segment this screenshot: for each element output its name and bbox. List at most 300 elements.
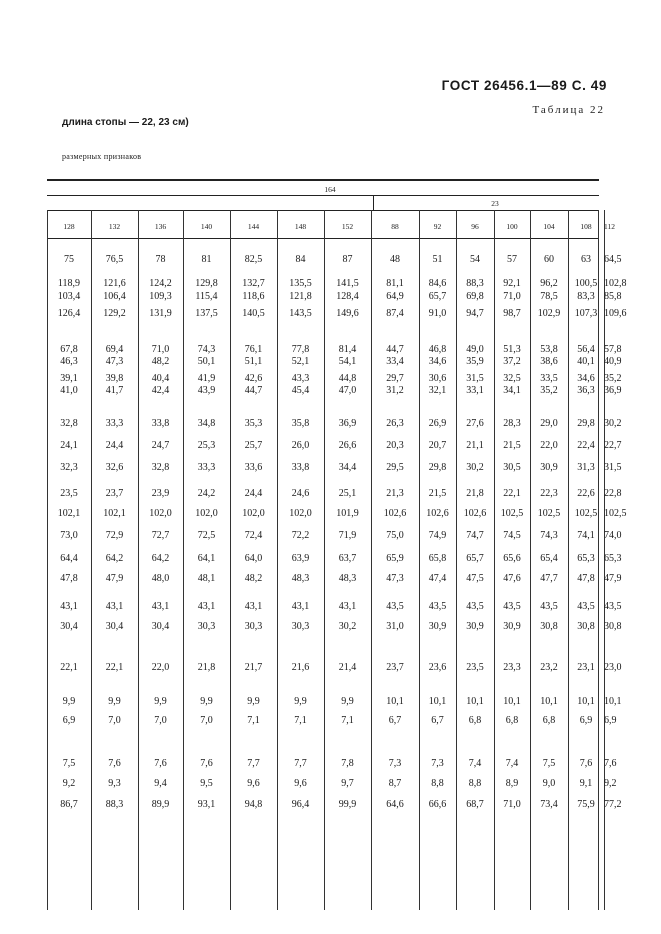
table-cell: 21,4 <box>338 662 357 673</box>
table-cell: 35,3 <box>244 418 263 429</box>
table-cell: 23,2 <box>540 662 558 673</box>
table-cell: 33,3 <box>105 418 124 429</box>
table-cell: 30,9 <box>466 621 484 632</box>
table-cell: 126,4 <box>57 308 81 319</box>
table-cell: 33,8 <box>151 418 170 429</box>
table-cell: 35,2 <box>540 385 558 396</box>
table-cell: 29,5 <box>386 462 404 473</box>
table-cell: 29,8 <box>577 418 595 429</box>
table-cell: 96,4 <box>291 799 310 810</box>
table-cell: 22,8 <box>604 488 622 499</box>
column-header: 132 <box>108 222 121 231</box>
table-cell: 74,3 <box>540 530 558 541</box>
table-cell: 60 <box>544 254 554 265</box>
table-cell: 21,1 <box>466 440 484 451</box>
table-cell: 135,5 <box>289 278 312 289</box>
table-cell: 64,2 <box>151 553 170 564</box>
table-cell: 23,1 <box>577 662 595 673</box>
table-cell: 30,8 <box>577 621 595 632</box>
table-cell: 41,0 <box>60 385 78 396</box>
table-cell: 64,2 <box>105 553 124 564</box>
table-cell: 69,8 <box>466 291 484 302</box>
column-header: 104 <box>543 222 555 231</box>
table-cell: 9,9 <box>247 696 260 707</box>
table-cell: 7,7 <box>247 758 260 769</box>
table-cell: 72,7 <box>151 530 170 541</box>
table-cell: 22,0 <box>540 440 558 451</box>
table-cell: 25,3 <box>197 440 216 451</box>
table-cell: 7,4 <box>505 758 519 769</box>
table-cell: 74,5 <box>503 530 521 541</box>
table-cell: 47,9 <box>604 573 622 584</box>
table-cell: 48 <box>390 254 400 265</box>
table-cell: 20,3 <box>386 440 404 451</box>
table-cell: 94,8 <box>244 799 263 810</box>
table-cell: 43,1 <box>60 601 78 612</box>
table-cell: 102,0 <box>195 508 218 519</box>
table-cell: 52,1 <box>291 356 310 367</box>
table-cell: 10,1 <box>604 696 622 707</box>
table-cell: 47,7 <box>540 573 558 584</box>
table-cell: 65,3 <box>604 553 622 564</box>
table-cell: 109,6 <box>604 308 627 319</box>
table-cell: 22,6 <box>577 488 595 499</box>
column-header: 108 <box>580 222 592 231</box>
table-cell: 9,4 <box>154 778 167 789</box>
table-row <box>47 356 622 370</box>
column-header: 88 <box>391 222 399 231</box>
table-cell: 10,1 <box>503 696 521 707</box>
table-cell: 43,9 <box>197 385 216 396</box>
table-cell: 102,1 <box>57 508 81 519</box>
table-cell: 7,3 <box>431 758 444 769</box>
table-cell: 48,1 <box>197 573 216 584</box>
table-cell: 7,3 <box>388 758 402 769</box>
table-row <box>47 385 622 399</box>
table-cell: 81,1 <box>386 278 404 289</box>
table-cell: 9,2 <box>604 778 617 789</box>
table-cell: 21,5 <box>503 440 521 451</box>
table-cell: 24,6 <box>291 488 310 499</box>
table-cell: 43,5 <box>466 601 484 612</box>
table-row <box>47 573 622 587</box>
column-header: 144 <box>247 222 260 231</box>
table-cell: 71,0 <box>151 344 170 355</box>
table-cell: 64,9 <box>386 291 404 302</box>
table-cell: 94,7 <box>466 308 484 319</box>
table-cell: 23,5 <box>60 488 78 499</box>
table-cell: 30,2 <box>604 418 622 429</box>
table-cell: 98,7 <box>503 308 521 319</box>
table-cell: 7,1 <box>341 715 354 726</box>
table-cell: 53,8 <box>540 344 558 355</box>
table-cell: 100,5 <box>574 278 598 289</box>
table-cell: 30,8 <box>604 621 622 632</box>
table-cell: 65,4 <box>540 553 558 564</box>
table-cell: 109,3 <box>149 291 172 302</box>
table-cell: 31,5 <box>466 373 484 384</box>
table-cell: 37,2 <box>503 356 521 367</box>
table-cell: 102,0 <box>289 508 312 519</box>
table-cell: 47,8 <box>60 573 78 584</box>
table-row <box>47 254 622 268</box>
table-cell: 88,3 <box>105 799 124 810</box>
table-cell: 31,0 <box>386 621 404 632</box>
table-row <box>47 308 627 322</box>
table-cell: 46,8 <box>428 344 447 355</box>
table-cell: 24,7 <box>151 440 170 451</box>
table-cell: 40,4 <box>151 373 170 384</box>
table-row <box>47 291 622 305</box>
table-cell: 102,6 <box>426 508 449 519</box>
table-cell: 51,3 <box>503 344 521 355</box>
table-cell: 51,1 <box>244 356 263 367</box>
table-cell: 85,8 <box>604 291 622 302</box>
table-cell: 46,3 <box>60 356 78 367</box>
table-row <box>47 462 622 476</box>
table-cell: 7,0 <box>154 715 167 726</box>
table-cell: 34,4 <box>338 462 357 473</box>
table-cell: 43,3 <box>291 373 310 384</box>
table-cell: 56,4 <box>577 344 595 355</box>
table-row <box>47 530 622 544</box>
table-cell: 88,3 <box>466 278 484 289</box>
table-cell: 47,4 <box>428 573 447 584</box>
table-cell: 24,2 <box>197 488 216 499</box>
table-cell: 21,8 <box>466 488 484 499</box>
table-cell: 9,7 <box>341 778 354 789</box>
data-table <box>47 210 627 910</box>
table-cell: 45,4 <box>291 385 310 396</box>
table-cell: 72,9 <box>105 530 124 541</box>
table-cell: 6,8 <box>505 715 519 726</box>
table-cell: 10,1 <box>466 696 484 707</box>
table-cell: 43,5 <box>604 601 622 612</box>
table-cell: 7,6 <box>604 758 617 769</box>
group-label-foot: 23 <box>491 199 499 208</box>
table-cell: 26,3 <box>386 418 404 429</box>
table-cell: 42,4 <box>151 385 170 396</box>
table-cell: 21,5 <box>428 488 447 499</box>
table-row <box>47 715 617 729</box>
table-cell: 35,9 <box>466 356 484 367</box>
table-cell: 25,1 <box>338 488 357 499</box>
table-cell: 72,5 <box>197 530 216 541</box>
table-cell: 23,9 <box>151 488 170 499</box>
table-cell: 87,4 <box>386 308 404 319</box>
table-cell: 74,3 <box>197 344 216 355</box>
table-cell: 92,1 <box>503 278 521 289</box>
table-cell: 8,8 <box>431 778 444 789</box>
table-cell: 47,0 <box>338 385 357 396</box>
table-caption: размерных признаков <box>62 152 142 161</box>
table-cell: 32,1 <box>428 385 447 396</box>
table-cell: 7,0 <box>108 715 121 726</box>
table-cell: 6,8 <box>542 715 556 726</box>
table-cell: 9,9 <box>200 696 213 707</box>
table-cell: 30,3 <box>244 621 263 632</box>
table-cell: 10,1 <box>577 696 595 707</box>
table-cell: 22,4 <box>577 440 595 451</box>
table-cell: 75 <box>64 254 74 265</box>
table-cell: 82,5 <box>244 254 263 265</box>
table-cell: 32,8 <box>60 418 78 429</box>
table-cell: 102,9 <box>537 308 561 319</box>
table-cell: 76,1 <box>244 344 263 355</box>
table-cell: 7,6 <box>108 758 121 769</box>
table-cell: 118,6 <box>242 291 265 302</box>
table-cell: 9,3 <box>108 778 121 789</box>
table-cell: 43,1 <box>338 601 357 612</box>
table-cell: 6,9 <box>579 715 593 726</box>
table-cell: 7,5 <box>62 758 76 769</box>
table-cell: 23,3 <box>503 662 521 673</box>
column-header: 112 <box>604 222 615 231</box>
table-row <box>47 601 622 615</box>
table-row <box>47 488 622 502</box>
table-cell: 69,4 <box>105 344 124 355</box>
table-cell: 102,6 <box>463 508 487 519</box>
table-cell: 47,3 <box>105 356 124 367</box>
table-cell: 132,7 <box>242 278 265 289</box>
table-cell: 129,2 <box>103 308 126 319</box>
table-cell: 96,2 <box>540 278 558 289</box>
table-cell: 23,0 <box>604 662 622 673</box>
table-cell: 99,9 <box>338 799 357 810</box>
table-cell: 30,3 <box>291 621 310 632</box>
table-cell: 21,6 <box>291 662 310 673</box>
table-cell: 30,4 <box>105 621 124 632</box>
table-cell: 26,6 <box>338 440 357 451</box>
table-cell: 33,4 <box>386 356 404 367</box>
table-cell: 23,7 <box>386 662 404 673</box>
table-cell: 47,6 <box>503 573 521 584</box>
table-cell: 6,8 <box>468 715 482 726</box>
table-cell: 65,7 <box>428 291 447 302</box>
table-row <box>47 418 622 432</box>
table-cell: 102,5 <box>574 508 598 519</box>
table-row <box>47 621 622 635</box>
table-cell: 87 <box>342 254 353 265</box>
table-cell: 38,6 <box>540 356 558 367</box>
table-cell: 32,8 <box>151 462 170 473</box>
table-cell: 30,2 <box>466 462 484 473</box>
table-cell: 10,1 <box>386 696 404 707</box>
table-cell: 65,3 <box>577 553 595 564</box>
table-cell: 43,1 <box>197 601 216 612</box>
table-cell: 22,1 <box>60 662 78 673</box>
table-cell: 86,7 <box>60 799 78 810</box>
table-cell: 74,7 <box>466 530 484 541</box>
table-cell: 67,8 <box>60 344 78 355</box>
table-cell: 9,1 <box>579 778 593 789</box>
table-cell: 48,3 <box>291 573 310 584</box>
table-cell: 30,4 <box>60 621 78 632</box>
table-cell: 47,5 <box>466 573 484 584</box>
table-cell: 43,5 <box>386 601 404 612</box>
table-cell: 7,1 <box>294 715 307 726</box>
table-cell: 40,1 <box>577 356 595 367</box>
table-cell: 102,5 <box>604 508 627 519</box>
table-cell: 6,9 <box>604 715 617 726</box>
table-cell: 54 <box>470 254 480 265</box>
table-cell: 76,5 <box>105 254 124 265</box>
table-cell: 30,6 <box>428 373 447 384</box>
table-cell: 34,1 <box>503 385 521 396</box>
table-subtitle: длина стопы — 22, 23 см) <box>62 117 189 128</box>
table-cell: 9,0 <box>542 778 556 789</box>
table-cell: 9,9 <box>341 696 354 707</box>
table-cell: 73,0 <box>60 530 78 541</box>
table-top-rule <box>47 179 599 181</box>
table-cell: 65,8 <box>428 553 447 564</box>
table-cell: 102,5 <box>537 508 561 519</box>
table-cell: 7,5 <box>542 758 556 769</box>
table-cell: 57,8 <box>604 344 622 355</box>
table-cell: 21,7 <box>244 662 263 673</box>
table-cell: 7,1 <box>247 715 260 726</box>
table-cell: 41,7 <box>105 385 124 396</box>
table-cell: 31,5 <box>604 462 622 473</box>
table-cell: 65,9 <box>386 553 404 564</box>
table-cell: 36,9 <box>604 385 622 396</box>
table-cell: 54,1 <box>338 356 357 367</box>
table-cell: 7,4 <box>468 758 482 769</box>
table-cell: 140,5 <box>242 308 265 319</box>
table-cell: 23,7 <box>105 488 124 499</box>
table-cell: 102,0 <box>149 508 172 519</box>
table-cell: 101,9 <box>336 508 359 519</box>
table-cell: 31,3 <box>577 462 595 473</box>
table-cell: 7,8 <box>341 758 354 769</box>
table-cell: 68,7 <box>466 799 484 810</box>
table-cell: 81,4 <box>338 344 357 355</box>
table-cell: 75,9 <box>577 799 595 810</box>
table-cell: 30,5 <box>503 462 521 473</box>
table-cell: 32,3 <box>60 462 78 473</box>
table-cell: 7,0 <box>200 715 213 726</box>
table-cell: 102,8 <box>604 278 627 289</box>
table-cell: 9,9 <box>62 696 76 707</box>
table-cell: 33,1 <box>466 385 484 396</box>
table-cell: 26,9 <box>428 418 447 429</box>
table-cell: 106,4 <box>103 291 126 302</box>
table-cell: 63 <box>581 254 591 265</box>
column-header: 96 <box>471 222 479 231</box>
table-row <box>47 508 627 522</box>
table-cell: 71,0 <box>503 291 521 302</box>
table-cell: 36,3 <box>577 385 595 396</box>
column-header: 152 <box>341 222 354 231</box>
table-cell: 102,5 <box>500 508 524 519</box>
table-cell: 50,1 <box>197 356 216 367</box>
table-cell: 35,2 <box>604 373 622 384</box>
table-cell: 41,9 <box>197 373 216 384</box>
table-cell: 21,8 <box>197 662 216 673</box>
table-cell: 103,4 <box>57 291 81 302</box>
table-cell: 42,6 <box>244 373 263 384</box>
table-cell: 22,7 <box>604 440 622 451</box>
table-cell: 39,8 <box>105 373 124 384</box>
table-cell: 48,0 <box>151 573 170 584</box>
table-cell: 32,5 <box>503 373 521 384</box>
table-cell: 43,5 <box>503 601 521 612</box>
table-cell: 83,3 <box>577 291 595 302</box>
table-cell: 91,0 <box>428 308 447 319</box>
table-cell: 93,1 <box>197 799 216 810</box>
table-cell: 9,2 <box>62 778 76 789</box>
column-header: 136 <box>154 222 167 231</box>
table-cell: 63,7 <box>338 553 357 564</box>
table-row <box>47 696 622 710</box>
table-cell: 8,7 <box>388 778 402 789</box>
table-cell: 24,1 <box>60 440 78 451</box>
table-cell: 22,3 <box>540 488 558 499</box>
table-cell: 7,7 <box>294 758 307 769</box>
table-cell: 31,2 <box>386 385 404 396</box>
table-cell: 33,3 <box>197 462 216 473</box>
table-cell: 47,3 <box>386 573 404 584</box>
table-cell: 44,7 <box>244 385 263 396</box>
table-cell: 78 <box>155 254 166 265</box>
table-cell: 77,8 <box>291 344 310 355</box>
column-header: 140 <box>200 222 213 231</box>
table-cell: 63,9 <box>291 553 310 564</box>
table-cell: 43,1 <box>151 601 170 612</box>
table-cell: 21,3 <box>386 488 404 499</box>
table-cell: 43,1 <box>105 601 124 612</box>
table-cell: 43,5 <box>577 601 595 612</box>
table-cell: 30,2 <box>338 621 357 632</box>
table-cell: 7,6 <box>579 758 593 769</box>
table-cell: 30,8 <box>540 621 558 632</box>
table-cell: 30,9 <box>503 621 521 632</box>
table-row <box>47 799 622 813</box>
table-cell: 118,9 <box>57 278 81 289</box>
table-cell: 47,8 <box>577 573 595 584</box>
table-cell: 8,8 <box>468 778 482 789</box>
table-cell: 78,5 <box>540 291 558 302</box>
table-cell: 33,8 <box>291 462 310 473</box>
table-cell: 30,9 <box>428 621 447 632</box>
table-row <box>47 662 622 676</box>
table-cell: 9,6 <box>294 778 307 789</box>
table-cell: 30,9 <box>540 462 558 473</box>
table-row <box>47 278 627 292</box>
table-cell: 22,1 <box>105 662 124 673</box>
table-cell: 149,6 <box>336 308 359 319</box>
table-cell: 25,7 <box>244 440 263 451</box>
table-cell: 48,2 <box>151 356 170 367</box>
table-cell: 34,6 <box>428 356 447 367</box>
group-rule <box>47 195 599 196</box>
table-cell: 29,8 <box>428 462 447 473</box>
column-header: 128 <box>63 222 75 231</box>
table-cell: 143,5 <box>289 308 312 319</box>
table-cell: 43,5 <box>540 601 558 612</box>
table-cell: 131,9 <box>149 308 172 319</box>
column-header: 100 <box>506 222 518 231</box>
group-label-height: 164 <box>324 185 336 194</box>
table-cell: 44,8 <box>338 373 357 384</box>
table-cell: 10,1 <box>428 696 447 707</box>
table-cell: 72,2 <box>291 530 310 541</box>
table-cell: 74,0 <box>604 530 622 541</box>
table-cell: 72,4 <box>244 530 263 541</box>
table-cell: 27,6 <box>466 418 484 429</box>
table-cell: 141,5 <box>336 278 359 289</box>
table-cell: 23,5 <box>466 662 484 673</box>
